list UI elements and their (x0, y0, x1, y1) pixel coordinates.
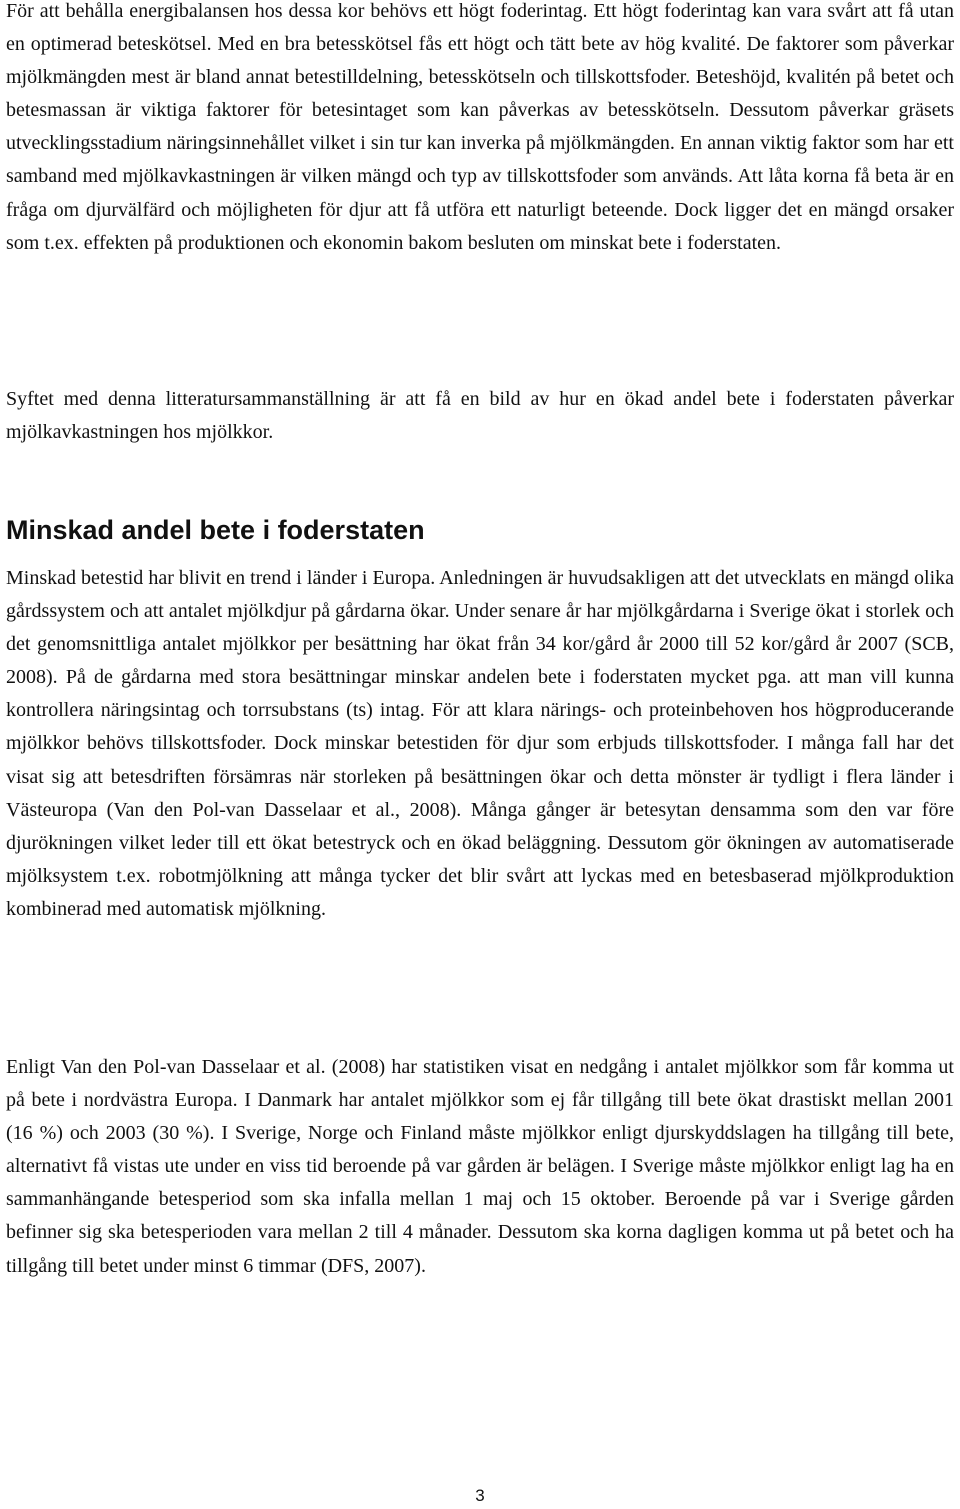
section-heading: Minskad andel bete i foderstaten (6, 515, 425, 545)
page-number: 3 (475, 1486, 485, 1505)
body-paragraph-purpose: Syftet med denna litteratursammanställning är att få en bild av hur en ökad andel bete i foderstaten påverkar mjölkavkastningen hos mjölkkor. (6, 388, 954, 444)
body-paragraph-intro: För att behålla energibalansen hos dessa kor behövs ett högt foderintag. Ett högt foderintag kan vara svårt att få utan en optimerad beteskötsel. Med en bra betesskötsel fås ett högt och tätt bete av hög kvalité. De faktorer som påverkar mjölkmängden mest är bland annat betestilldelning, betesskötseln och tillskottsfoder. Beteshöjd, kvalitén på betet och betesmassan är viktiga faktorer för betesintaget som kan påverkas av betesskötseln. Dessutom påverkar gräsets utvecklingsstadium näringsinnehållet vilket i sin tur kan inverka på mjölkmängden. En annan viktig faktor som har ett samband med mjölkavkastningen är vilken mängd och typ av tillskottsfoder som används. Att låta korna få beta är en fråga om djurvälfärd och möjligheten för djur att få utföra ett naturligt beteende. Dock ligger det en mängd orsaker som t.ex. effekten på produktionen och ekonomin bakom besluten om minskat bete i foderstaten. (6, 0, 954, 254)
section-paragraph-trend: Minskad betestid har blivit en trend i länder i Europa. Anledningen är huvudsakligen att det utvecklats en mängd olika gårdssystem och att antalet mjölkdjur på gårdarna ökar. Under senare år har mjölkgårdarna i Sverige ökat i storlek och det genomsnittliga antalet mjölkkor per besättning har ökat från 34 kor/gård år 2000 till 52 kor/gård år 2007 (SCB, 2008). På de gårdarna med stora besättningar minskar andelen bete i foderstaten mycket pga. att man vill kunna kontrollera näringsintag och torrsubstans (ts) intag. För att klara närings- och proteinbehoven hos högproducerande mjölkkor behövs tillskottsfoder. Dock minskar betestiden för djur som erbjuds tillskottsfoder. I många fall har det visat sig att betesdriften försämras när storleken på besättningen ökar och detta mönster är tydligt i flera länder i Västeuropa (Van den Pol-van Dasselaar et al., 2008). Många gånger är betesytan densamma som den var före djurökningen vilket leder till ett ökat betestryck och en ökad beläggning. Dessutom gör ökningen av automatiserade mjölksystem t.ex. robotmjölkning att många tycker det blir svårt att lyckas med en betesbaserad mjölkproduktion kombinerad med automatisk mjölkning. (6, 567, 954, 920)
section-paragraph-statistics: Enligt Van den Pol-van Dasselaar et al. (2008) har statistiken visat en nedgång i antalet mjölkkor som får komma ut på bete i nordvästra Europa. I Danmark har antalet mjölkkor som ej får tillgång till bete ökat drastiskt mellan 2001 (16 %) och 2003 (30 %). I Sverige, Norge och Finland måste mjölkkor enligt djurskyddslagen ha tillgång till bete, alternativt få vistas ute under en viss tid beroende på var gården är belägen. I Sverige måste mjölkkor enligt lag ha en sammanhängande betesperiod som ska infalla mellan 1 maj och 15 oktober. Beroende på var i Sverige gården befinner sig ska betesperioden vara mellan 2 till 4 månader. Dessutom ska korna dagligen komma ut på betet och ha tillgång till betet under minst 6 timmar (DFS, 2007). (6, 1056, 954, 1277)
